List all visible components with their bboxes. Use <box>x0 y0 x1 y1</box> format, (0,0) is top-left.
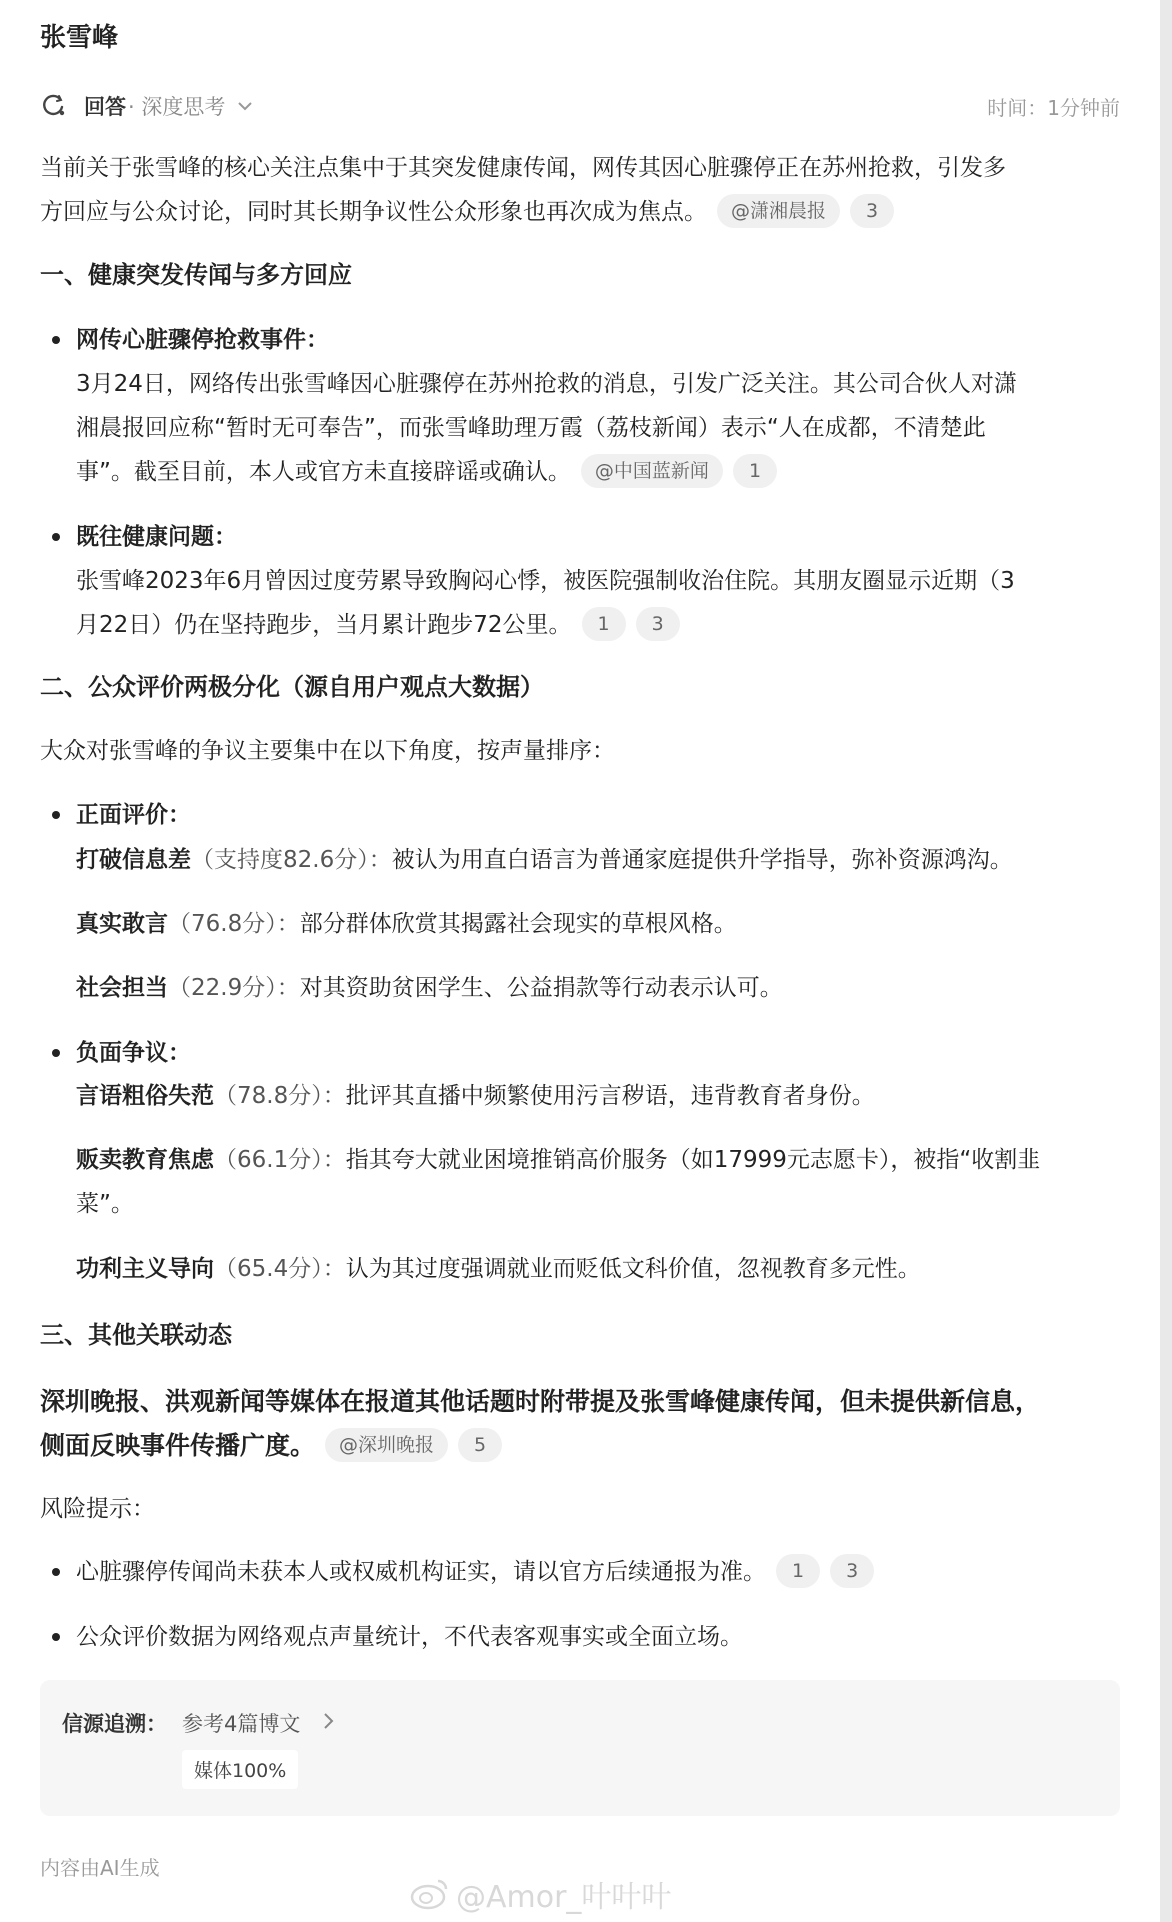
risk-item-1: 心脏骤停传闻尚未获本人或权威机构证实，请以官方后续通报为准。 <box>76 1559 766 1585</box>
refresh-spark-icon <box>40 93 66 119</box>
item-line: 湘晨报回应称“暂时无可奉告”，而张雪峰助理万霞（荔枝新闻）表示“人在成都，不清楚此 <box>76 415 986 441</box>
eval-name: 贩卖教育焦虑 <box>76 1147 214 1173</box>
watermark <box>410 1872 671 1916</box>
bullet-icon <box>52 1049 60 1057</box>
list-item <box>40 1615 1120 1659</box>
bullet-icon <box>52 533 60 541</box>
item-label: 正面评价： <box>76 802 191 828</box>
eval-name: 功利主义导向 <box>76 1256 214 1282</box>
eval-desc: 认为其过度强调就业而贬低文科价值，忽视教育多元性。 <box>345 1256 921 1282</box>
item-line: 事”。截至目前，本人或官方未直接辟谣或确认。 <box>76 459 571 485</box>
eval-row <box>76 902 1120 946</box>
eval-desc: 对其资助贫困学生、公益捐款等行动表示认可。 <box>299 975 783 1001</box>
eval-row <box>76 1138 1120 1226</box>
eval-score: （78.8分）： <box>214 1083 346 1109</box>
citation-chip[interactable]: 3 <box>830 1554 874 1588</box>
item-line: 月22日）仍在坚持跑步，当月累计跑步72公里。 <box>76 612 572 638</box>
source-chip[interactable]: @中国蓝新闻 <box>581 454 723 488</box>
list-item <box>40 515 1120 647</box>
answer-label: 回答 <box>84 95 126 119</box>
eval-name: 打破信息差 <box>76 847 191 873</box>
section3-line-2: 侧面反映事件传播广度。 <box>40 1431 316 1460</box>
ai-generated-note: 内容由AI生成 <box>40 1856 160 1880</box>
eval-row <box>76 838 1120 882</box>
deep-think-mode[interactable]: · 深度思考 <box>128 95 226 119</box>
eval-row <box>76 1247 1120 1291</box>
item-label: 既往健康问题： <box>76 524 237 550</box>
weibo-logo-icon <box>410 1877 450 1911</box>
bullet-icon <box>52 336 60 344</box>
answer-meta-row <box>40 90 1120 122</box>
eval-row <box>76 1074 1120 1118</box>
watermark-text: @Amor_叶叶叶 <box>456 1880 672 1915</box>
eval-score: （66.1分）： <box>214 1147 346 1173</box>
item-line: 3月24日，网络传出张雪峰因心脏骤停在苏州抢救的消息，引发广泛关注。其公司合伙人对潇 <box>76 371 1017 397</box>
bullet-icon <box>52 1633 60 1641</box>
source-chip[interactable]: @深圳晚报 <box>325 1428 448 1462</box>
bullet-icon <box>52 811 60 819</box>
citation-chip[interactable]: 3 <box>850 194 894 228</box>
citation-chip[interactable]: 1 <box>733 454 777 488</box>
eval-desc: 批评其直播中频繁使用污言秽语，违背教育者身份。 <box>345 1083 875 1109</box>
citation-chip[interactable]: 3 <box>636 607 680 641</box>
section-heading-1: 一、健康突发传闻与多方回应 <box>40 261 352 289</box>
eval-row <box>76 966 1120 1010</box>
section-heading-2: 二、公众评价两极分化（源自用户观点大数据） <box>40 673 544 701</box>
eval-desc-cont: 菜”。 <box>76 1191 134 1217</box>
list-item-negative <box>40 1031 1120 1075</box>
item-line: 张雪峰2023年6月曾因过度劳累导致胸闷心悸，被医院强制收治住院。其朋友圈显示近期（3 <box>76 568 1015 594</box>
item-line-with-chips <box>76 450 1120 494</box>
eval-score: （支持度82.6分）： <box>191 847 392 873</box>
list-item <box>40 318 1120 494</box>
page-title: 张雪峰 <box>40 23 119 53</box>
intro-line-1: 当前关于张雪峰的核心关注点集中于其突发健康传闻，网传其因心脏骤停正在苏州抢救，引发多 <box>40 155 1006 181</box>
source-trace-box <box>40 1680 1120 1816</box>
risk-label: 风险提示： <box>40 1496 155 1522</box>
eval-name: 社会担当 <box>76 975 168 1001</box>
source-chip[interactable]: @潇湘晨报 <box>717 194 840 228</box>
eval-name: 言语粗俗失范 <box>76 1083 214 1109</box>
section3-line-1: 深圳晚报、洪观新闻等媒体在报道其他话题时附带提及张雪峰健康传闻，但未提供新信息， <box>40 1387 1041 1416</box>
citation-chip[interactable]: 1 <box>582 607 626 641</box>
eval-desc: 指其夸大就业困境推销高价服务（如17999元志愿卡），被指“收割韭 <box>345 1147 1041 1173</box>
risk-item-2: 公众评价数据为网络观点声量统计，不代表客观事实或全面立场。 <box>76 1624 743 1650</box>
media-percent-badge: 媒体100% <box>182 1750 298 1789</box>
section2-intro: 大众对张雪峰的争议主要集中在以下角度，按声量排序： <box>40 738 615 764</box>
intro-paragraph <box>40 146 1120 234</box>
answer-time: 时间：1分钟前 <box>987 95 1120 120</box>
eval-score: （65.4分）： <box>214 1256 346 1282</box>
list-item <box>40 1550 1120 1594</box>
section3-paragraph <box>40 1380 1120 1468</box>
intro-line-2 <box>40 190 1120 234</box>
citation-chip[interactable]: 5 <box>458 1428 502 1462</box>
section3-line-2-wrap <box>40 1424 1120 1468</box>
reference-posts-link[interactable]: 参考4篇博文 <box>182 1712 301 1736</box>
eval-score: （76.8分）： <box>168 911 300 937</box>
item-line-with-chips <box>76 603 1120 647</box>
chevron-down-icon[interactable] <box>237 100 253 112</box>
source-trace-label: 信源追溯： <box>62 1712 167 1736</box>
section-heading-3: 三、其他关联动态 <box>40 1321 232 1349</box>
chevron-right-icon[interactable] <box>322 1712 334 1730</box>
bullet-icon <box>52 1568 60 1576</box>
citation-chip[interactable]: 1 <box>776 1554 820 1588</box>
item-label: 负面争议： <box>76 1040 191 1066</box>
scrollbar-track[interactable] <box>1160 0 1172 1922</box>
item-label: 网传心脏骤停抢救事件： <box>76 327 329 353</box>
eval-score: （22.9分）： <box>168 975 300 1001</box>
eval-desc: 被认为用直白语言为普通家庭提供升学指导，弥补资源鸿沟。 <box>391 847 1013 873</box>
eval-name: 真实敢言 <box>76 911 168 937</box>
intro-line-2-text: 方回应与公众讨论，同时其长期争议性公众形象也再次成为焦点。 <box>40 199 707 225</box>
eval-desc: 部分群体欣赏其揭露社会现实的草根风格。 <box>299 911 737 937</box>
list-item-positive <box>40 793 1120 837</box>
